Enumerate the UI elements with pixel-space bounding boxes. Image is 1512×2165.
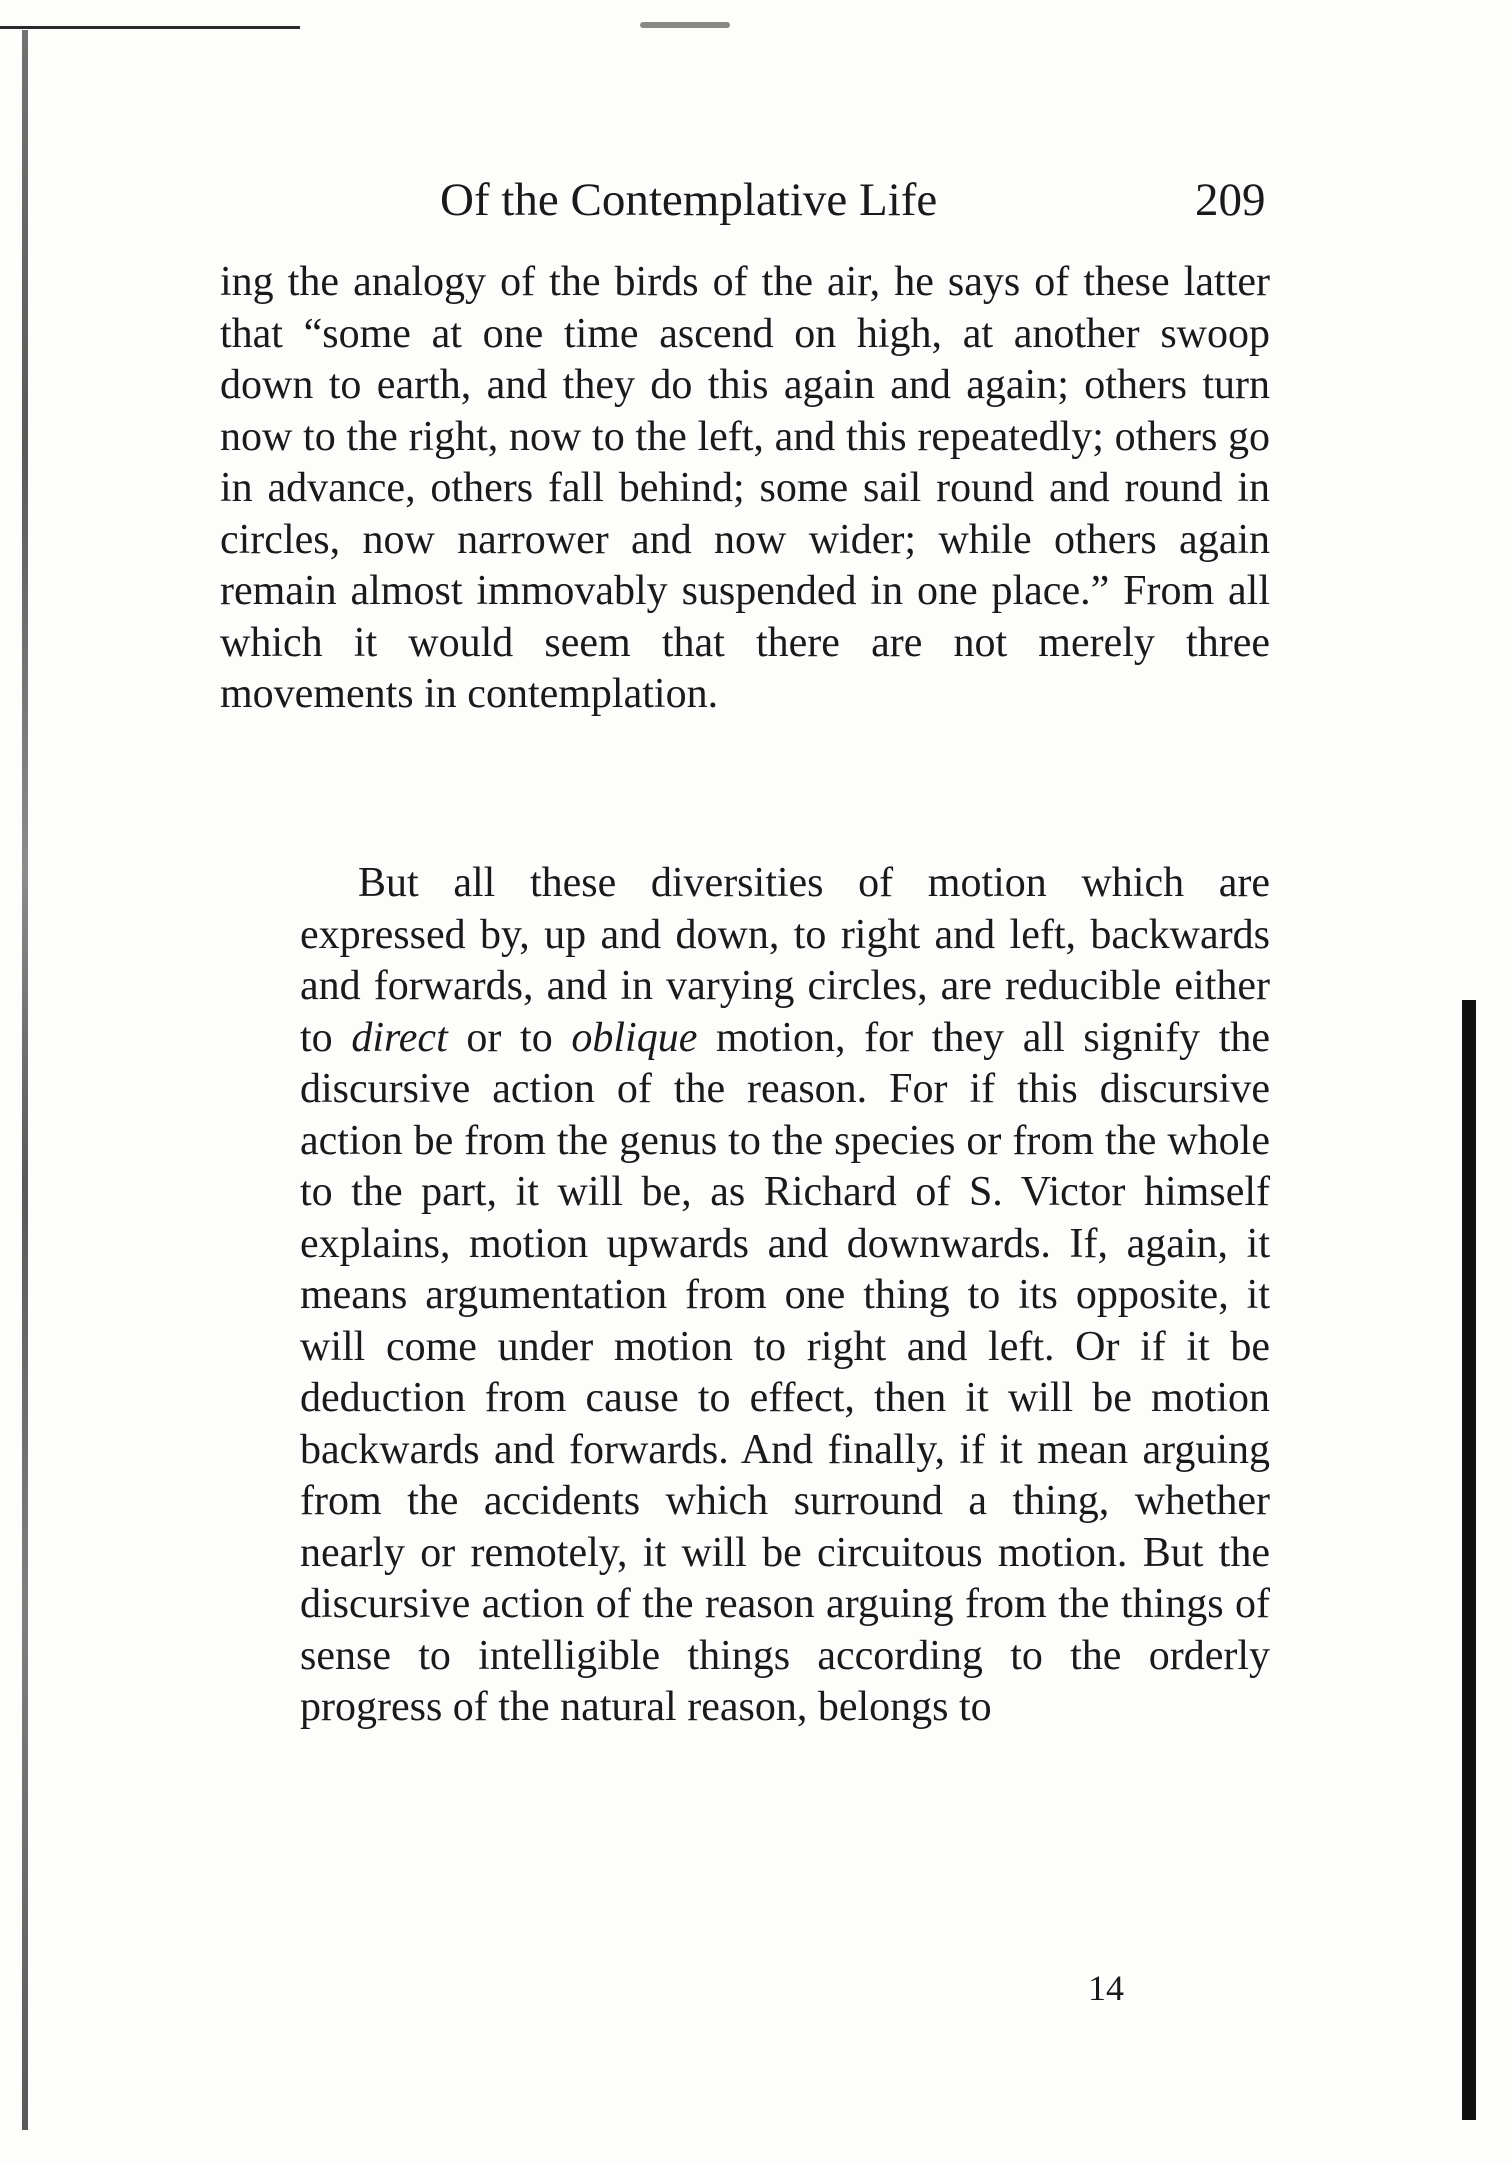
page-number: 209 [1195, 174, 1266, 226]
running-head: Of the Contemplative Life [440, 174, 938, 226]
paragraph-2-text-1: But all these diversities of motion which are expressed by, up and down, to right and left, backwards and forwards, and in varying circles, are reducible either to [300, 860, 1270, 1061]
paragraph-2-text-2: or to [447, 1014, 572, 1061]
scan-blot [640, 22, 730, 28]
paragraph-2 [300, 858, 1270, 1734]
paragraph-2-text-3: motion, for they all signify the discursive action of the reason. For if this discursive action be from the genus to the species or from the whole to the part, it will be, as Richard of S. Victor himself explains, motion upwards and downwards. If, again, it means argumentation from one thing to its opposite, it will come under motion to right and left. Or if it be deduction from cause to effect, then it will be motion backwards and forwards. And finally, if it mean arguing from the accidents which surround a thing, whether nearly or remotely, it will be circuitous motion. But the discursive action of the reason arguing from the things of sense to intelligible things according to the orderly progress of the natural reason, belongs to [300, 1014, 1271, 1730]
scan-left-edge-shadow [22, 30, 28, 2130]
scan-edge-rule [0, 26, 300, 29]
paragraph-2-italic-direct: direct [351, 1014, 448, 1061]
paragraph-1: ing the analogy of the birds of the air, he says of these latter that “some at one time ascend on high, at another swoop down to earth, and they do this again and again; others turn now to the right, now to the left, and this repeatedly; others go in advance, others fall behind; some sail round and round in circles, now narrower and now wider; while others again remain almost immovably suspended in one place.” From all which it would seem that there are not merely three movements in contemplation. [220, 259, 1270, 717]
scan-right-edge-shadow [1462, 1000, 1476, 2120]
signature-mark: 14 [1088, 1968, 1124, 2008]
paragraph-2-italic-oblique: oblique [571, 1014, 698, 1061]
